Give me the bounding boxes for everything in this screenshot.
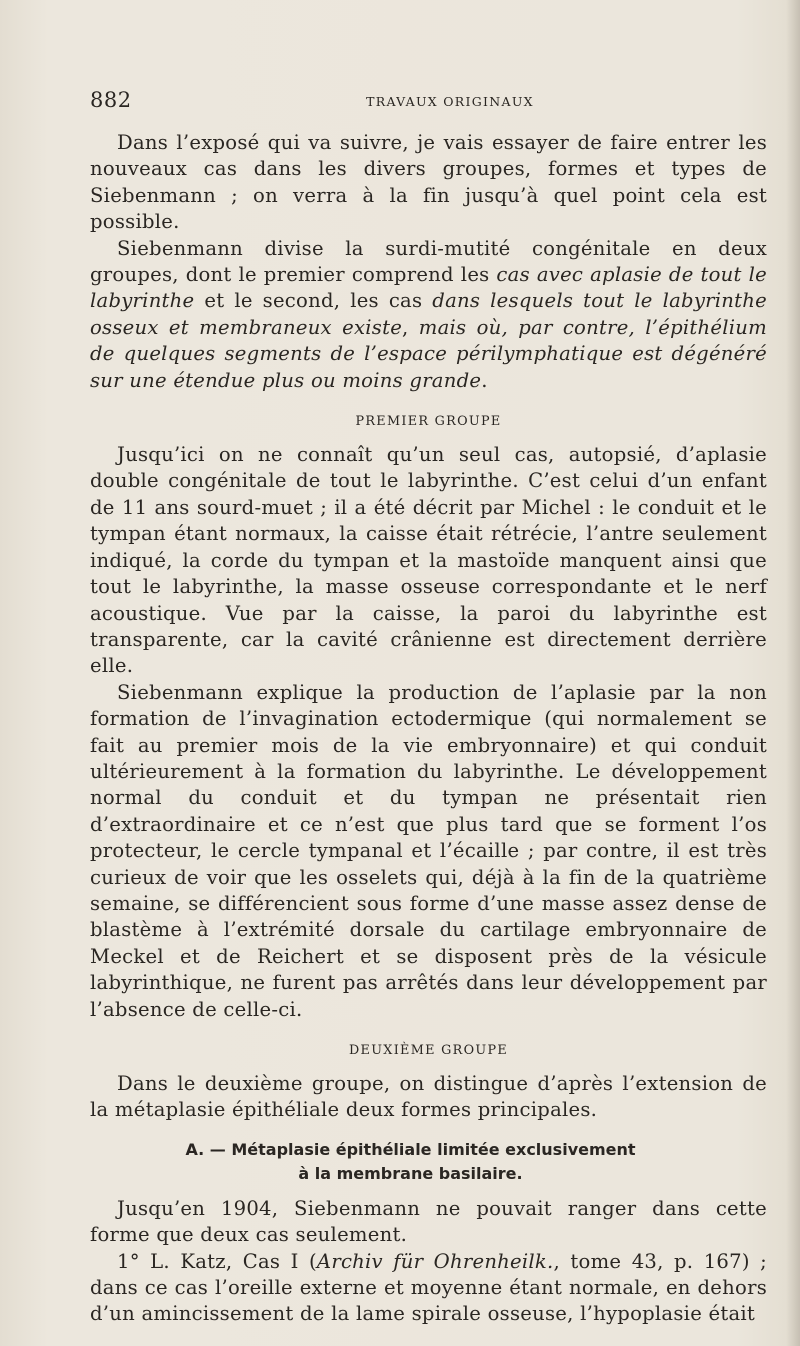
- italic-run: Archiv für Ohrenheilk.: [316, 1249, 554, 1273]
- running-head: TRAVAUX ORIGINAUX: [366, 94, 534, 109]
- text-run: .: [481, 368, 488, 392]
- text-run: Siebenmann divise la surdi-mutité congénitale en deux groupes, dont le premier comprend les: [90, 236, 767, 287]
- section2-paragraph-1: Dans le deuxième groupe, on distingue d’après l’extension de la métaplasie épithéliale deux formes principales.: [90, 1072, 767, 1122]
- section-title-deuxieme-groupe: DEUXIÈME GROUPE: [349, 1043, 508, 1058]
- text-run: et le second, les cas: [194, 289, 433, 313]
- section-title-premier-groupe: PREMIER GROUPE: [355, 414, 502, 430]
- page-header: [90, 88, 770, 118]
- section2-paragraph-2: Jusqu’en 1904, Siebenmann ne pouvait ranger dans cette forme que deux cas seulement.: [90, 1196, 767, 1247]
- intro-paragraph-1: Dans l’exposé qui va suivre, je vais essayer de faire entrer les nouveaux cas dans les divers groupes, formes et types de Siebenmann ; on verra à la fin jusqu’à quel point cela est possible.: [90, 131, 767, 234]
- page-number: 882: [90, 88, 132, 112]
- page-edge-shadow: [786, 0, 800, 1346]
- section1-paragraph-2: Siebenmann explique la production de l’aplasie par la non formation de l’invagination ectodermique (qui normalement se fait au premier mois de la vie embryonnaire) et qui conduit ultérieurement à la formation du labyrinthe. Le développement normal du conduit et du tympan ne présentait rien d’extraordinaire et ce n’est que plus tard que se forment l’os protecteur, le cercle tympanal et l’écaille ; par contre, il est très curieux de voir que les osselets qui, déjà à la fin de la quatrième semaine, se différencient sous forme d’une masse assez dense de blastème à l’extrémité dorsale du cartilage embryonnaire de Meckel et de Reichert et se disposent près de la vésicule labyrinthique, ne furent pas arrêtés dans leur développement par l’absence de celle-ci.: [90, 680, 767, 1021]
- text-run: ,: [402, 315, 419, 339]
- text-run: , tome 43, p. 167) ; dans ce cas l’oreille externe et moyenne étant normale, en dehors d’un amincissement de la lame spirale osseuse, l’hypoplasie était: [90, 1249, 767, 1326]
- italic-run: dans lesquels tout le labyrinthe osseux et membraneux existe: [90, 289, 767, 339]
- subheading-a: [90, 1138, 767, 1186]
- intro-paragraph-2: [90, 236, 767, 394]
- italic-run: mais où, par contre, l’épithélium de quelques segments de l’espace périlymphatique est dégénéré sur une étendue plus ou moins grande: [90, 315, 767, 392]
- section1-paragraph-1: Jusqu’ici on ne connaît qu’un seul cas, autopsié, d’aplasie double congénitale de tout le labyrinthe. C’est celui d’un enfant de 11 ans sourd-muet ; il a été décrit par Michel : le conduit et le tympan étant normaux, la caisse était rétrécie, l’antre seulement indiqué, la corde du tympan et la mastoïde manquent ainsi que tout le labyrinthe, la masse osseuse correspondante et le nerf acoustique. Vue par la caisse, la paroi du labyrinthe est transparente, car la cavité crânienne est directement derrière elle.: [90, 443, 767, 678]
- page-body: [90, 130, 767, 1328]
- text-run: 1° L. Katz, Cas I (: [117, 1249, 317, 1273]
- subheading-line-2: à la membrane basilaire.: [298, 1163, 523, 1183]
- italic-run: cas avec aplasie de tout le labyrinthe: [90, 263, 767, 313]
- subheading-line-1: A. — Métaplasie épithéliale limitée exclusivement: [185, 1139, 636, 1159]
- section2-paragraph-3: [90, 1249, 767, 1328]
